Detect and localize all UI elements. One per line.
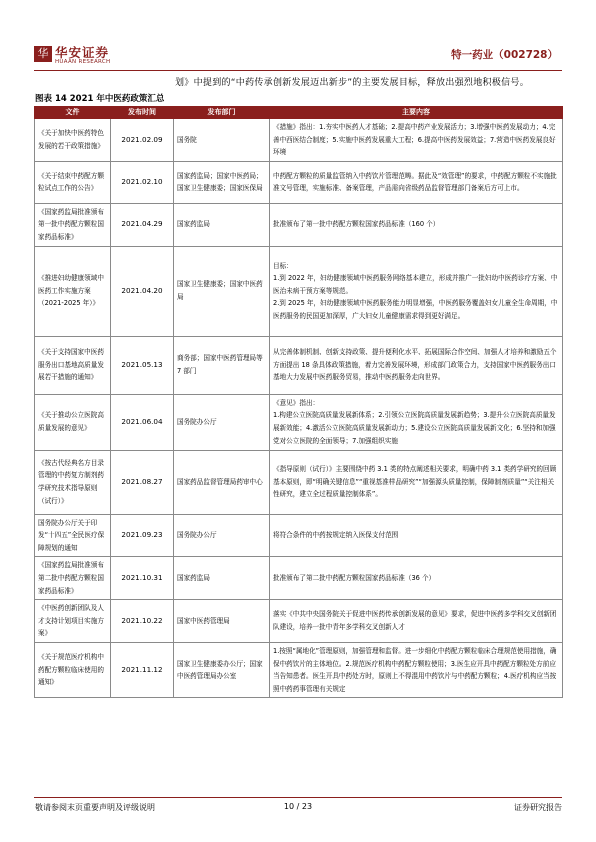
content-paragraph: 1.按照“属地化”管理原则，加强管理和监督。进一步细化中药配方颗粒临床合理规范使用措施，确保中药饮片的主体地位。2.规范医疗机构中药配方颗粒使用；3.医生应开具中药配方颗粒处方前应当告知患者。医生开具中药处方时，原则上不得混用中药饮片与中药配方颗粒；4.医疗机构应当按照中药药事管理有关规定 — [273, 646, 557, 693]
policy-document-cell: 《关于加快中医药特色发展的若干政策措施》 — [35, 119, 111, 162]
footer-divider — [34, 797, 562, 798]
figure-title: 图表 14 2021 年中医药政策汇总 — [35, 94, 165, 104]
release-date-cell: 2021.04.29 — [111, 203, 174, 246]
main-content-cell — [270, 119, 563, 162]
policy-table-body — [35, 119, 563, 698]
main-content-cell — [270, 514, 563, 557]
table-row — [35, 642, 563, 697]
release-date-cell: 2021.04.20 — [111, 246, 174, 336]
release-date-cell: 2021.02.09 — [111, 119, 174, 162]
content-paragraph: 1.到 2022 年，妇幼健康领域中医药服务网络基本建立，形成并推广一批妇幼中医药诊疗方案、中医治未病干预方案等规范。 — [273, 274, 558, 295]
content-paragraph: 将符合条件的中药按规定纳入医保支付范围 — [273, 531, 399, 540]
main-content-cell — [270, 336, 563, 394]
policy-document-cell: 《按古代经典名方目录管理的中药复方制剂药学研究技术指导原则（试行）》 — [35, 450, 111, 514]
table-row — [35, 514, 563, 557]
policy-document-cell: 《推进妇幼健康领域中医药工作实施方案（2021-2025 年）》 — [35, 246, 111, 336]
issuing-department-cell: 国家中医药管理局 — [174, 600, 270, 643]
huaan-logo-icon: 华 — [34, 46, 52, 62]
content-paragraph: 2.到 2025 年，妇幼健康领域中医药服务能力明显增强，中医药服务覆盖妇女儿童全生命周期，中医药服务的民国更加深厚，广大妇女儿童健康需求得到更好满足。 — [273, 299, 558, 320]
logo-subtext: HUAAN RESEARCH — [55, 59, 111, 65]
content-paragraph: 从完善体制机制、创新支持政策、提升便利化水平、拓展国际合作空间、加强人才培养和激励五个方面提出 18 条具体政策措施，着力完善发展环境，形成部门政策合力，支持国家中医药服务出口基地大力发展中医药服务贸易，推动中医药服务走向世界。 — [273, 348, 557, 382]
main-content-cell — [270, 642, 563, 697]
main-content-cell — [270, 394, 563, 450]
header-divider — [34, 70, 562, 71]
page-number: 10 / 23 — [283, 802, 313, 811]
main-content-cell — [270, 203, 563, 246]
table-header-row — [35, 107, 563, 119]
main-content-cell — [270, 161, 563, 203]
issuing-department-cell: 国家药监局 — [174, 557, 270, 600]
intro-paragraph: 划》中提到的“中药传承创新发展迈出新步”的主要发展目标，释放出强烈地积极信号。 — [175, 78, 530, 88]
policy-document-cell: 《国家药监局批准颁布第一批中药配方颗粒国家药品标准》 — [35, 203, 111, 246]
policy-document-cell: 《中医药创新团队及人才支持计划项目实施方案》 — [35, 600, 111, 643]
logo-text: 华安证券 — [55, 45, 110, 60]
policy-document-cell: 《国家药监局批准颁布第二批中药配方颗粒国家药品标准》 — [35, 557, 111, 600]
table-row — [35, 600, 563, 643]
content-paragraph: 《措施》指出：1.夯实中医药人才基础；2.提高中药产业发展活力；3.增强中医药发展动力；4.完善中西医结合制度；5.实施中医药发展重大工程；6.提高中医药发展效益；7.营造中医药发展良好环境 — [273, 123, 556, 157]
main-content-cell — [270, 246, 563, 336]
content-paragraph: 中药配方颗粒的质量监管纳入中药饮片管理范畴。据此及“效管理”的要求，中药配方颗粒不实施批准文号管理，实施标准、备案管理，产品需向省级药品监督管理部门备案后方可上市。 — [273, 171, 557, 193]
content-paragraph: 1.构建公立医院高质量发展新体系；2.引领公立医院高质量发展新趋势；3.提升公立医院高质量发展新效能；4.激活公立医院高质量发展新动力；5.建设公立医院高质量发展新文化；6.坚持和加强党对公立医院的全面领导；7.加强组织实施 — [273, 411, 556, 445]
issuing-department-cell: 商务部；国家中医药管理局等 7 部门 — [174, 336, 270, 394]
release-date-cell: 2021.11.12 — [111, 642, 174, 697]
content-paragraph: 目标： — [273, 261, 293, 270]
column-header-department: 发布部门 — [174, 107, 270, 119]
main-content-cell — [270, 600, 563, 643]
page-header — [34, 40, 562, 70]
release-date-cell: 2021.02.10 — [111, 161, 174, 203]
table-row — [35, 119, 563, 162]
table-row — [35, 203, 563, 246]
table-row — [35, 394, 563, 450]
content-paragraph: 批准颁布了第一批中药配方颗粒国家药品标准（160 个） — [273, 220, 440, 229]
release-date-cell: 2021.08.27 — [111, 450, 174, 514]
issuing-department-cell: 国家卫生健康委；国家中医药局 — [174, 246, 270, 336]
table-row — [35, 246, 563, 336]
policy-document-cell: 《关于支持国家中医药服务出口基地高质量发展若干措施的通知》 — [35, 336, 111, 394]
content-paragraph: 批准颁布了第二批中药配方颗粒国家药品标准（36 个） — [273, 573, 436, 582]
issuing-department-cell: 国家药监局 — [174, 203, 270, 246]
policy-table — [34, 106, 563, 698]
table-row — [35, 450, 563, 514]
issuing-department-cell: 国家卫生健康委办公厅；国家中医药管理局办公室 — [174, 642, 270, 697]
policy-document-cell: 《关于结束中药配方颗粒试点工作的公告》 — [35, 161, 111, 203]
company-ticker: 特一药业（002728） — [451, 49, 558, 61]
table-row — [35, 336, 563, 394]
main-content-cell — [270, 450, 563, 514]
report-type: 证券研究报告 — [514, 803, 562, 812]
release-date-cell: 2021.10.22 — [111, 600, 174, 643]
release-date-cell: 2021.10.31 — [111, 557, 174, 600]
issuing-department-cell: 国家药品监督管理局药审中心 — [174, 450, 270, 514]
content-paragraph: 落实《中共中央国务院关于促进中医药传承创新发展的意见》要求，促进中医药多学科交叉创新团队建设，培养一批中青年多学科交叉创新人才 — [273, 610, 557, 632]
column-header-document: 文件 — [35, 107, 111, 119]
content-paragraph: 《指导原则（试行）》主要围绕中药 3.1 类的特点阐述相关要求，明确中药 3.1 类药学研究的回顾基本原则，即“明确关键信息”“重视基准样品研究”“加强源头质量控制，保障制剂质量”“关注相关性研究，建立全过程质量控制体系”。 — [273, 465, 557, 499]
policy-document-cell: 《关于推动公立医院高质量发展的意见》 — [35, 394, 111, 450]
main-content-cell — [270, 557, 563, 600]
content-paragraph: 《意见》指出： — [273, 398, 320, 407]
column-header-content: 主要内容 — [270, 107, 563, 119]
issuing-department-cell: 国务院办公厅 — [174, 514, 270, 557]
table-row — [35, 161, 563, 203]
issuing-department-cell: 国家药监局；国家中医药局；国家卫生健康委；国家医保局 — [174, 161, 270, 203]
table-row — [35, 557, 563, 600]
column-header-date: 发布时间 — [111, 107, 174, 119]
release-date-cell: 2021.09.23 — [111, 514, 174, 557]
issuing-department-cell: 国务院办公厅 — [174, 394, 270, 450]
policy-document-cell: 《关于规范医疗机构中药配方颗粒临床使用的通知》 — [35, 642, 111, 697]
policy-document-cell: 国务院办公厅关于印发“十四五”全民医疗保障规划的通知 — [35, 514, 111, 557]
release-date-cell: 2021.05.13 — [111, 336, 174, 394]
release-date-cell: 2021.06.04 — [111, 394, 174, 450]
issuing-department-cell: 国务院 — [174, 119, 270, 162]
footer-disclaimer: 敬请参阅末页重要声明及评级说明 — [35, 803, 155, 812]
